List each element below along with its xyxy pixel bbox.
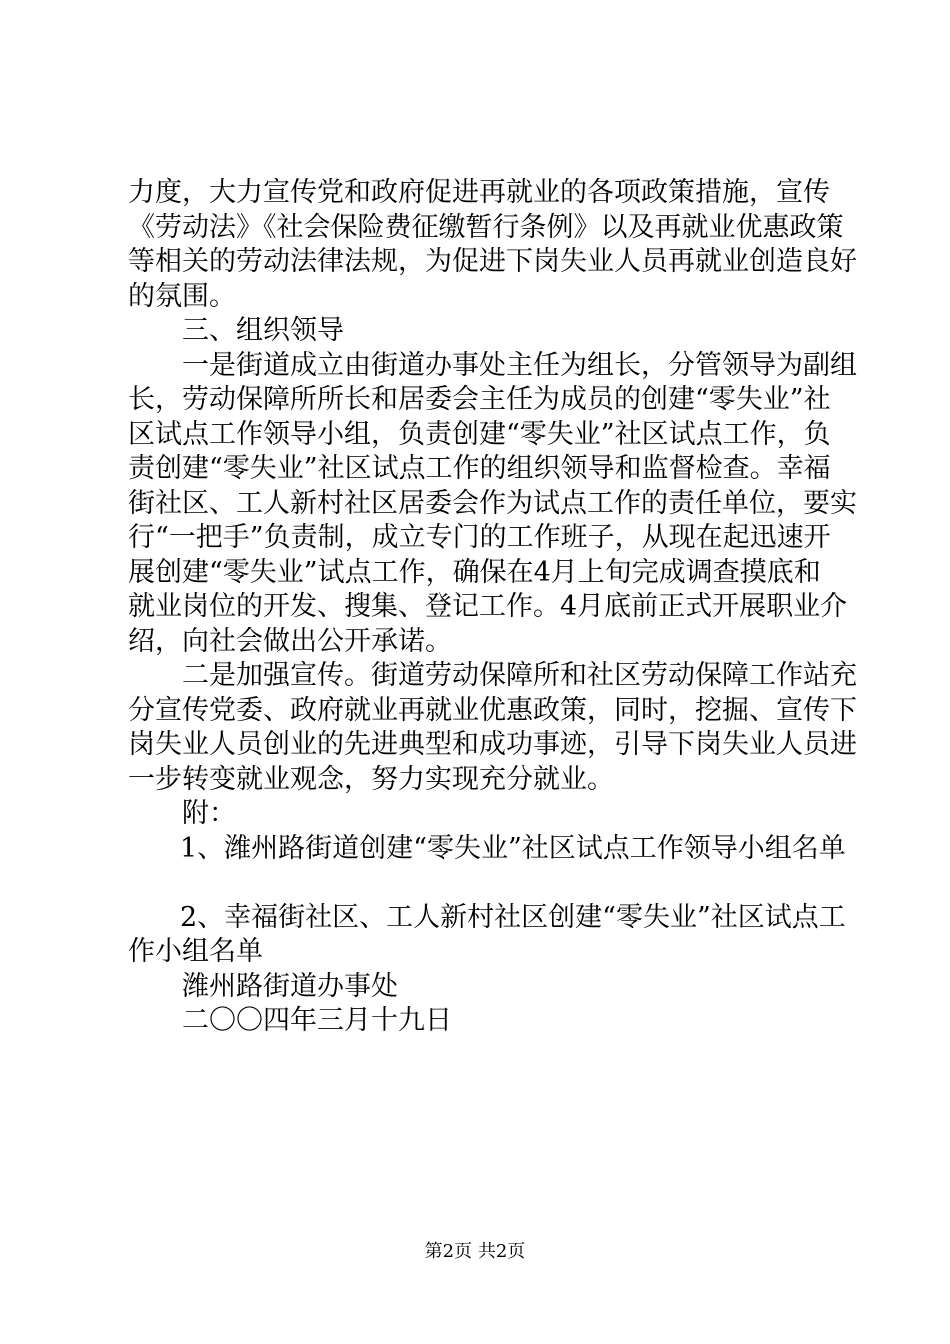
attachment-item: 2、幸福街社区、工人新村社区创建“零失业”社区试点工 xyxy=(180,901,846,933)
blank-line xyxy=(128,866,828,901)
attachment-item: 1、潍州路街道创建“零失业”社区试点工作领导小组名单 xyxy=(180,832,846,864)
issuer-name: 潍州路街道办事处 xyxy=(182,970,398,1002)
paragraph-line: 力度，大力宣传党和政府促进再就业的各项政策措施，宣传 xyxy=(128,177,830,208)
paragraph-line: 展创建“零失业”试点工作，确保在4月上旬完成调查摸底和 xyxy=(128,556,821,588)
paragraph-line: 等相关的劳动法律法规，为促进下岗失业人员再就业创造良好 xyxy=(128,246,857,277)
section-heading: 三、组织领导 xyxy=(182,315,344,346)
paragraph-line: 一是街道成立由街道办事处主任为组长，分管领导为副组 xyxy=(182,349,857,381)
attachment-item: 作小组名单 xyxy=(128,936,263,967)
paragraph-line: 的氛围。 xyxy=(128,280,236,312)
paragraph-line: 区试点工作领导小组，负责创建“零失业”社区试点工作，负 xyxy=(128,418,831,450)
paragraph-line: 分宣传党委、政府就业再就业优惠政策，同时，挖掘、宣传下 xyxy=(128,694,857,726)
paragraph-line: 就业岗位的开发、搜集、登记工作。4月底前正式开展职业介 xyxy=(128,591,848,622)
paragraph-line: 二是加强宣传。街道劳动保障所和社区劳动保障工作站充 xyxy=(182,660,857,691)
paragraph-line: 街社区、工人新村社区居委会作为试点工作的责任单位，要实 xyxy=(128,487,857,519)
paragraph-line: 《劳动法》《社会保险费征缴暂行条例》以及再就业优惠政策 xyxy=(128,211,844,243)
paragraph-line: 绍，向社会做出公开承诺。 xyxy=(128,625,452,657)
paragraph-line: 一步转变就业观念，努力实现充分就业。 xyxy=(128,763,614,795)
issue-date: 二〇〇四年三月十九日 xyxy=(182,1005,452,1036)
paragraph-line: 责创建“零失业”社区试点工作的组织领导和监督检查。幸福 xyxy=(128,453,831,484)
attachment-heading: 附： xyxy=(182,798,236,829)
document-body xyxy=(128,176,857,1039)
page-footer: 第2页 共2页 xyxy=(424,1241,526,1262)
paragraph-line: 长，劳动保障所所长和居委会主任为成员的创建“零失业”社 xyxy=(128,384,831,415)
paragraph-line: 行“一把手”负责制，成立专门的工作班子，从现在起迅速开 xyxy=(128,522,831,553)
paragraph-line: 岗失业人员创业的先进典型和成功事迹，引导下岗失业人员进 xyxy=(128,729,857,760)
